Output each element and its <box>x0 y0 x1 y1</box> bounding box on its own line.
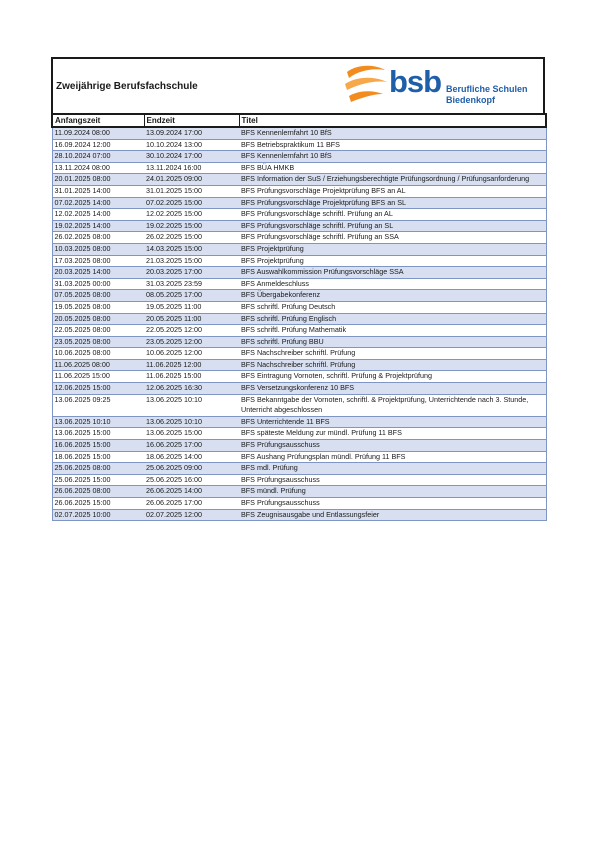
cell-end-time: 13.09.2024 17:00 <box>144 127 239 139</box>
table-row <box>52 486 546 498</box>
cell-start-time: 31.01.2025 14:00 <box>52 185 144 197</box>
cell-start-time: 13.06.2025 15:00 <box>52 428 144 440</box>
cell-start-time: 25.06.2025 15:00 <box>52 474 144 486</box>
cell-title: BFS Prüfungsausschuss <box>239 474 546 486</box>
table-row <box>52 185 546 197</box>
cell-end-time: 02.07.2025 12:00 <box>144 509 239 521</box>
table-row <box>52 162 546 174</box>
table-row <box>52 509 546 521</box>
cell-title: BFS Kennenlernfahrt 10 BfS <box>239 127 546 139</box>
cell-title: BFS Projektprüfung <box>239 243 546 255</box>
cell-title: BFS Prüfungsausschuss <box>239 498 546 510</box>
cell-title: BFS späteste Meldung zur mündl. Prüfung 11 BFS <box>239 428 546 440</box>
table-row <box>52 498 546 510</box>
schedule-table <box>51 113 547 521</box>
cell-start-time: 13.06.2025 10:10 <box>52 416 144 428</box>
cell-end-time: 20.05.2025 11:00 <box>144 313 239 325</box>
cell-title: BFS Prüfungsvorschläge schriftl. Prüfung an SL <box>239 220 546 232</box>
logo-line-2: Biedenkopf <box>446 95 496 105</box>
cell-start-time: 26.06.2025 15:00 <box>52 498 144 510</box>
cell-title: BFS Prüfungsvorschläge Projektprüfung BFS an SL <box>239 197 546 209</box>
cell-end-time: 13.06.2025 10:10 <box>144 416 239 428</box>
column-header-start: Anfangszeit <box>52 114 144 127</box>
logo-swoosh-icon <box>343 62 389 110</box>
table-row <box>52 383 546 395</box>
cell-start-time: 17.03.2025 08:00 <box>52 255 144 267</box>
cell-start-time: 11.09.2024 08:00 <box>52 127 144 139</box>
cell-end-time: 07.02.2025 15:00 <box>144 197 239 209</box>
cell-end-time: 24.01.2025 09:00 <box>144 174 239 186</box>
cell-end-time: 20.03.2025 17:00 <box>144 267 239 279</box>
cell-start-time: 20.03.2025 14:00 <box>52 267 144 279</box>
cell-end-time: 13.06.2025 10:10 <box>144 394 239 416</box>
cell-end-time: 25.06.2025 09:00 <box>144 463 239 475</box>
cell-title: BFS Aushang Prüfungsplan mündl. Prüfung 11 BFS <box>239 451 546 463</box>
cell-start-time: 07.02.2025 14:00 <box>52 197 144 209</box>
cell-title: BFS Zeugnisausgabe und Entlassungsfeier <box>239 509 546 521</box>
logo-wordmark: bsb <box>389 64 442 99</box>
table-row <box>52 174 546 186</box>
cell-start-time: 20.01.2025 08:00 <box>52 174 144 186</box>
cell-end-time: 21.03.2025 15:00 <box>144 255 239 267</box>
table-row <box>52 255 546 267</box>
cell-start-time: 13.06.2025 09:25 <box>52 394 144 416</box>
cell-start-time: 12.06.2025 15:00 <box>52 383 144 395</box>
cell-start-time: 11.06.2025 08:00 <box>52 359 144 371</box>
cell-title: BFS Prüfungsvorschläge schriftl. Prüfung an AL <box>239 209 546 221</box>
cell-start-time: 11.06.2025 15:00 <box>52 371 144 383</box>
table-row <box>52 220 546 232</box>
cell-start-time: 10.03.2025 08:00 <box>52 243 144 255</box>
cell-start-time: 02.07.2025 10:00 <box>52 509 144 521</box>
table-row <box>52 336 546 348</box>
cell-title: BFS Übergabekonferenz <box>239 290 546 302</box>
cell-end-time: 19.02.2025 15:00 <box>144 220 239 232</box>
table-row <box>52 463 546 475</box>
sheet-header <box>51 57 545 113</box>
cell-end-time: 31.01.2025 15:00 <box>144 185 239 197</box>
cell-title: BFS Bekanntgabe der Vornoten, schriftl. & Projektprüfung, Unterrichtende nach 3. Stunde, Unterricht abgeschlossen <box>239 394 546 416</box>
table-row <box>52 267 546 279</box>
table-row <box>52 232 546 244</box>
schedule-sheet <box>51 57 545 521</box>
table-row <box>52 301 546 313</box>
table-row <box>52 440 546 452</box>
cell-end-time: 08.05.2025 17:00 <box>144 290 239 302</box>
cell-start-time: 16.06.2025 15:00 <box>52 440 144 452</box>
cell-title: BFS Prüfungsausschuss <box>239 440 546 452</box>
cell-title: BFS schriftl. Prüfung Deutsch <box>239 301 546 313</box>
cell-start-time: 12.02.2025 14:00 <box>52 209 144 221</box>
logo-line-1: Berufliche Schulen <box>446 84 528 94</box>
cell-title: BFS Versetzungskonferenz 10 BFS <box>239 383 546 395</box>
cell-start-time: 25.06.2025 08:00 <box>52 463 144 475</box>
cell-start-time: 10.06.2025 08:00 <box>52 348 144 360</box>
cell-end-time: 16.06.2025 17:00 <box>144 440 239 452</box>
cell-end-time: 11.06.2025 12:00 <box>144 359 239 371</box>
table-row <box>52 243 546 255</box>
school-logo <box>343 62 539 110</box>
cell-end-time: 12.06.2025 16:30 <box>144 383 239 395</box>
cell-end-time: 10.10.2024 13:00 <box>144 139 239 151</box>
cell-end-time: 26.06.2025 17:00 <box>144 498 239 510</box>
cell-start-time: 13.11.2024 08:00 <box>52 162 144 174</box>
cell-end-time: 12.02.2025 15:00 <box>144 209 239 221</box>
cell-end-time: 23.05.2025 12:00 <box>144 336 239 348</box>
table-row <box>52 371 546 383</box>
cell-title: BFS Betriebspraktikum 11 BFS <box>239 139 546 151</box>
cell-start-time: 16.09.2024 12:00 <box>52 139 144 151</box>
cell-title: BFS mdl. Prüfung <box>239 463 546 475</box>
cell-start-time: 28.10.2024 07:00 <box>52 151 144 163</box>
cell-end-time: 30.10.2024 17:00 <box>144 151 239 163</box>
cell-title: BFS Prüfungsvorschläge Projektprüfung BFS an AL <box>239 185 546 197</box>
cell-end-time: 26.06.2025 14:00 <box>144 486 239 498</box>
cell-title: BFS Unterrichtende 11 BFS <box>239 416 546 428</box>
cell-title: BFS schriftl. Prüfung BBU <box>239 336 546 348</box>
table-row <box>52 394 546 416</box>
table-row <box>52 451 546 463</box>
table-header-row <box>52 114 546 127</box>
table-row <box>52 290 546 302</box>
cell-end-time: 25.06.2025 16:00 <box>144 474 239 486</box>
cell-end-time: 26.02.2025 15:00 <box>144 232 239 244</box>
table-row <box>52 348 546 360</box>
cell-end-time: 18.06.2025 14:00 <box>144 451 239 463</box>
cell-title: BFS schriftl. Prüfung Mathematik <box>239 325 546 337</box>
cell-start-time: 19.02.2025 14:00 <box>52 220 144 232</box>
cell-end-time: 22.05.2025 12:00 <box>144 325 239 337</box>
table-row <box>52 359 546 371</box>
cell-start-time: 20.05.2025 08:00 <box>52 313 144 325</box>
cell-end-time: 13.06.2025 15:00 <box>144 428 239 440</box>
cell-title: BFS Anmeldeschluss <box>239 278 546 290</box>
cell-end-time: 14.03.2025 15:00 <box>144 243 239 255</box>
cell-start-time: 19.05.2025 08:00 <box>52 301 144 313</box>
cell-title: BFS Projektprüfung <box>239 255 546 267</box>
cell-title: BFS Prüfungsvorschläge schriftl. Prüfung an SSA <box>239 232 546 244</box>
cell-start-time: 26.06.2025 08:00 <box>52 486 144 498</box>
table-row <box>52 416 546 428</box>
cell-end-time: 13.11.2024 16:00 <box>144 162 239 174</box>
cell-start-time: 22.05.2025 08:00 <box>52 325 144 337</box>
cell-end-time: 19.05.2025 11:00 <box>144 301 239 313</box>
table-row <box>52 325 546 337</box>
cell-end-time: 10.06.2025 12:00 <box>144 348 239 360</box>
cell-title: BFS Nachschreiber schriftl. Prüfung <box>239 348 546 360</box>
cell-end-time: 31.03.2025 23:59 <box>144 278 239 290</box>
table-row <box>52 278 546 290</box>
cell-title: BFS Auswahlkommission Prüfungsvorschläge SSA <box>239 267 546 279</box>
table-body <box>52 127 546 521</box>
table-row <box>52 428 546 440</box>
cell-start-time: 07.05.2025 08:00 <box>52 290 144 302</box>
cell-start-time: 23.05.2025 08:00 <box>52 336 144 348</box>
cell-title: BFS Information der SuS / Erziehungsberechtigte Prüfungsordnung / Prüfungsanforderung <box>239 174 546 186</box>
page-title: Zweijährige Berufsfachschule <box>56 81 198 92</box>
cell-title: BFS schriftl. Prüfung Englisch <box>239 313 546 325</box>
cell-end-time: 11.06.2025 15:00 <box>144 371 239 383</box>
cell-start-time: 26.02.2025 08:00 <box>52 232 144 244</box>
table-row <box>52 474 546 486</box>
cell-title: BFS mündl. Prüfung <box>239 486 546 498</box>
column-header-title: Titel <box>239 114 546 127</box>
cell-title: BFS Nachschreiber schriftl. Prüfung <box>239 359 546 371</box>
table-row <box>52 197 546 209</box>
table-row <box>52 209 546 221</box>
cell-start-time: 31.03.2025 00:00 <box>52 278 144 290</box>
table-row <box>52 313 546 325</box>
table-row <box>52 151 546 163</box>
cell-title: BFS Eintragung Vornoten, schriftl. Prüfung & Projektprüfung <box>239 371 546 383</box>
table-row <box>52 139 546 151</box>
column-header-end: Endzeit <box>144 114 239 127</box>
cell-title: BFS Kennenlernfahrt 10 BfS <box>239 151 546 163</box>
cell-start-time: 18.06.2025 15:00 <box>52 451 144 463</box>
table-row <box>52 127 546 139</box>
cell-title: BFS BÜA HMKB <box>239 162 546 174</box>
